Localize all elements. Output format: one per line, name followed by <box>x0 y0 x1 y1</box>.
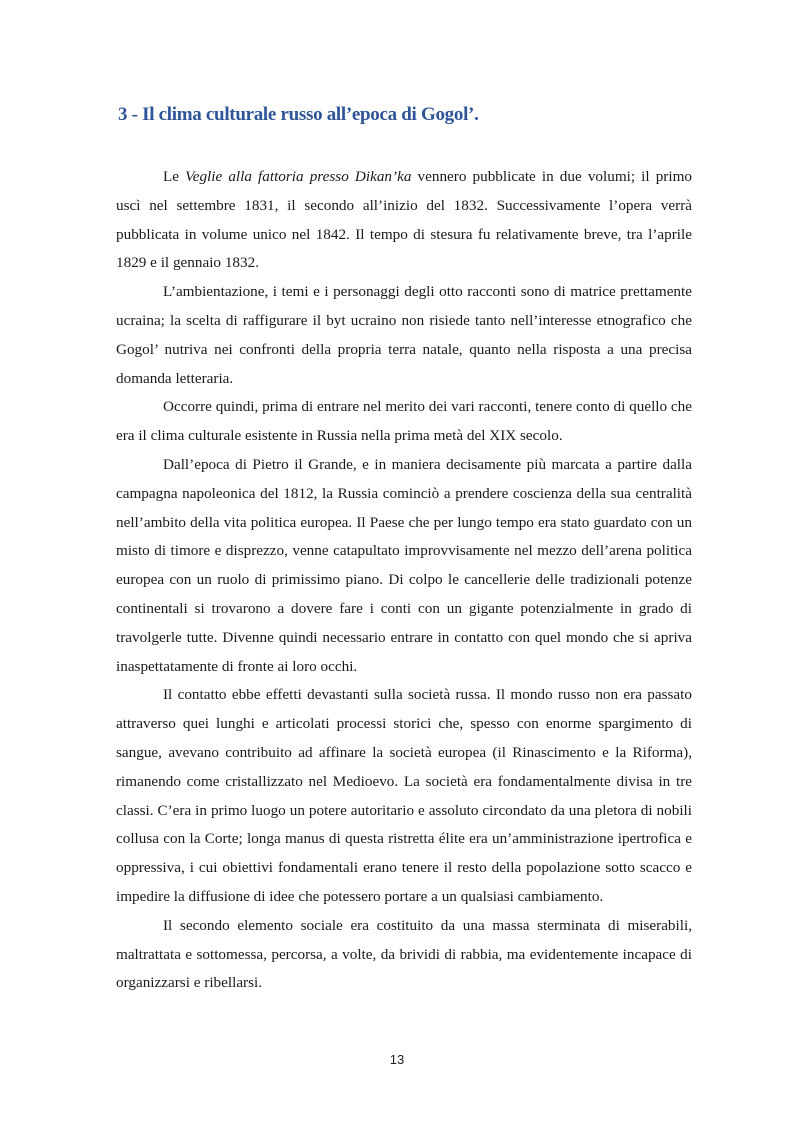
body-text <box>116 163 692 998</box>
paragraph-4: Dall’epoca di Pietro il Grande, e in maniera decisamente più marcata a partire dalla campagna napoleonica del 1812, la Russia cominciò a prendere coscienza della sua centralità nell’ambito della vita politica europea. Il Paese che per lungo tempo era stato guardato con un misto di timore e disprezzo, venne catapultato improvvisamente nel mezzo dell’arena politica europea con un ruolo di primissimo piano. Di colpo le cancellerie delle tradizionali potenze continentali si trovarono a dovere fare i conti con un gigante potenzialmente in grado di travolgerle tutte. Divenne quindi necessario entrare in contatto con quel mondo che si apriva inaspettatamente di fronte ai loro occhi. <box>116 455 692 675</box>
paragraph-3: Occorre quindi, prima di entrare nel merito dei vari racconti, tenere conto di quello che era il clima culturale esistente in Russia nella prima metà del XIX secolo. <box>116 398 692 445</box>
section-heading: 3 - Il clima culturale russo all’epoca di Gogol’. <box>118 104 479 125</box>
paragraph-5: Il contatto ebbe effetti devastanti sulla società russa. Il mondo russo non era passato attraverso quei lunghi e articolati processi storici che, spesso con enorme spargimento di sangue, avevano contribuito ad affinare la società europea (il Rinascimento e la Riforma), rimanendo come cristallizzato nel Medioevo. La società era fondamentalmente divisa in tre classi. C’era in primo luogo un potere autoritario e assoluto circondato da una pletora di nobili collusa con la Corte; longa manus di questa ristretta élite era un’amministrazione ipertrofica e oppressiva, i cui obiettivi fondamentali erano tenere il resto della popolazione sotto scacco e impedire la diffusione di idee che potessero portare a un qualsiasi cambiamento. <box>116 686 692 905</box>
paragraph-1-rest: vennero pubblicate in due volumi; il primo uscì nel settembre 1831, il secondo all’inizio del 1832. Successivamente l’opera verrà pubblicata in volume unico nel 1842. Il tempo di stesura fu relativamente breve, tra l’aprile 1829 e il gennaio 1832. <box>116 168 692 272</box>
paragraph-2: L’ambientazione, i temi e i personaggi degli otto racconti sono di matrice prettamente ucraina; la scelta di raffigurare il byt ucraino non risiede tanto nell’interesse etnografico che Gogol’ nutriva nei confronti della propria terra natale, quanto nella risposta a una precisa domanda letteraria. <box>116 283 692 387</box>
paragraph-6: Il secondo elemento sociale era costituito da una massa sterminata di miserabili, maltrattata e sottomessa, percorsa, a volte, da brividi di rabbia, ma evidentemente incapace di organizzarsi e ribellarsi. <box>116 916 692 992</box>
page-number: 13 <box>389 1052 405 1067</box>
paragraph-1-lead: Le <box>163 168 186 185</box>
book-title-italic: Veglie alla fattoria presso Dikan’ka <box>185 168 412 185</box>
paragraph-1 <box>116 163 692 278</box>
